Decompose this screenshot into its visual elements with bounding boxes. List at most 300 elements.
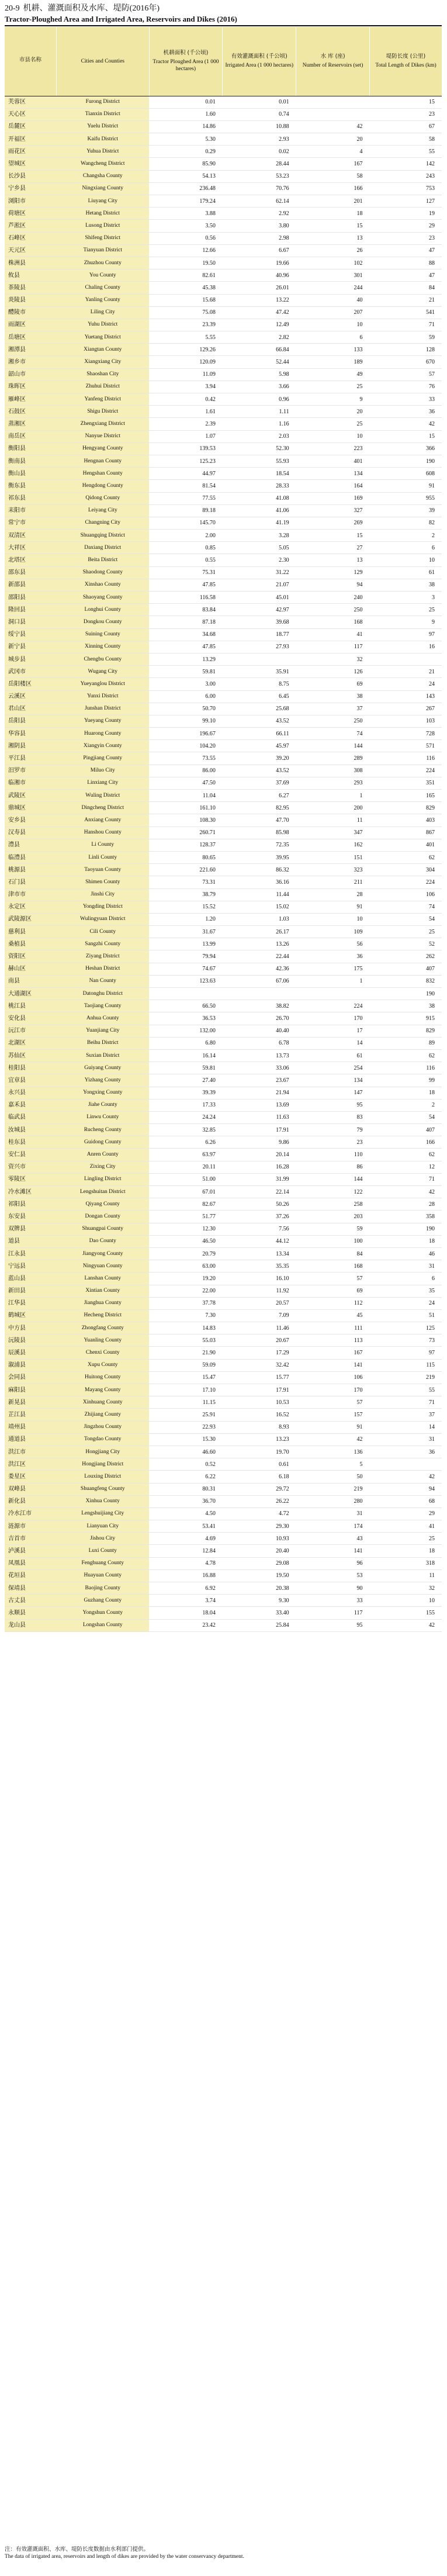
reservoirs-value: 126 xyxy=(296,666,370,678)
dikes-value: 9 xyxy=(369,616,442,628)
row-name-en: Li County xyxy=(57,839,149,851)
table-row xyxy=(5,1223,442,1235)
row-name-en: Jinshi City xyxy=(57,888,149,901)
row-name-cn: 炎陵县 xyxy=(5,294,57,306)
row-name-cn: 武陵区 xyxy=(5,790,57,802)
reservoirs-value: 15 xyxy=(296,530,370,542)
dikes-value: 358 xyxy=(369,1211,442,1223)
irrigated-value: 50.26 xyxy=(223,1198,296,1211)
row-name-en: Xinhua County xyxy=(57,1495,149,1507)
irrigated-value: 37.26 xyxy=(223,1211,296,1223)
row-name-cn: 北塔区 xyxy=(5,554,57,566)
reservoirs-value: 110 xyxy=(296,1149,370,1161)
dikes-value: 267 xyxy=(369,703,442,715)
reservoirs-value: 224 xyxy=(296,1000,370,1012)
dikes-value: 829 xyxy=(369,802,442,814)
row-name-en: Hongjiang District xyxy=(57,1458,149,1471)
row-name-en: Zhijiang County xyxy=(57,1409,149,1421)
dikes-value: 2 xyxy=(369,1099,442,1111)
irrigated-value: 33.06 xyxy=(223,1062,296,1074)
irrigated-value: 28.33 xyxy=(223,480,296,492)
tractor-ploughed-value: 14.83 xyxy=(149,1322,223,1334)
dikes-value: 608 xyxy=(369,468,442,480)
row-name-en: Cili County xyxy=(57,926,149,938)
dikes-value: 116 xyxy=(369,752,442,765)
irrigated-value: 47.42 xyxy=(223,306,296,319)
row-name-cn: 汉寿县 xyxy=(5,827,57,839)
tractor-ploughed-value: 36.70 xyxy=(149,1495,223,1507)
tractor-ploughed-value: 63.00 xyxy=(149,1260,223,1273)
tractor-ploughed-value: 59.81 xyxy=(149,1062,223,1074)
tractor-ploughed-value: 63.97 xyxy=(149,1149,223,1161)
tractor-ploughed-value: 236.48 xyxy=(149,182,223,195)
dikes-value: 32 xyxy=(369,1582,442,1595)
row-name-cn: 桃江县 xyxy=(5,1000,57,1012)
reservoirs-value: 157 xyxy=(296,1409,370,1421)
header-dikes: 堤防长度 (公里) Total Length of Dikes (km) xyxy=(369,27,442,96)
row-name-en: Ziyang District xyxy=(57,950,149,963)
table-row xyxy=(5,468,442,480)
dikes-value: 10 xyxy=(369,554,442,566)
dikes-value: 31 xyxy=(369,1260,442,1273)
irrigated-value: 7.09 xyxy=(223,1309,296,1322)
row-name-en: Xupu County xyxy=(57,1359,149,1371)
table-row xyxy=(5,592,442,604)
reservoirs-value: 254 xyxy=(296,1062,370,1074)
row-name-cn: 邵东县 xyxy=(5,566,57,579)
irrigated-value: 21.94 xyxy=(223,1087,296,1099)
dikes-value: 125 xyxy=(369,1322,442,1334)
reservoirs-value: 50 xyxy=(296,1471,370,1483)
tractor-ploughed-value: 39.39 xyxy=(149,1087,223,1099)
row-name-cn: 桂东县 xyxy=(5,1136,57,1149)
irrigated-value: 20.38 xyxy=(223,1582,296,1595)
row-name-en: Huayuan County xyxy=(57,1569,149,1582)
irrigated-value: 16.10 xyxy=(223,1273,296,1285)
dikes-value: 16 xyxy=(369,641,442,653)
tractor-ploughed-value: 79.94 xyxy=(149,950,223,963)
title-english: Tractor-Ploughed Area and Irrigated Area, Reservoirs and Dikes (2016) xyxy=(5,15,237,23)
tractor-ploughed-value: 47.85 xyxy=(149,641,223,653)
dikes-value: 15 xyxy=(369,96,442,108)
row-name-cn: 凤凰县 xyxy=(5,1557,57,1569)
row-name-cn: 古丈县 xyxy=(5,1595,57,1607)
irrigated-value: 1.03 xyxy=(223,913,296,925)
reservoirs-value: 117 xyxy=(296,641,370,653)
tractor-ploughed-value: 108.30 xyxy=(149,814,223,827)
row-name-en: Jianghua County xyxy=(57,1297,149,1309)
row-name-cn: 武陵源区 xyxy=(5,913,57,925)
table-row xyxy=(5,1433,442,1446)
row-name-cn: 南岳区 xyxy=(5,430,57,442)
tractor-ploughed-value: 125.23 xyxy=(149,455,223,467)
reservoirs-value: 269 xyxy=(296,517,370,529)
table-row xyxy=(5,158,442,170)
row-name-cn: 茶陵县 xyxy=(5,282,57,294)
dikes-value: 89 xyxy=(369,1037,442,1049)
reservoirs-value: 32 xyxy=(296,653,370,665)
table-row xyxy=(5,950,442,963)
dikes-value: 304 xyxy=(369,864,442,876)
row-name-en: Jishou City xyxy=(57,1533,149,1545)
row-name-en: Xinning County xyxy=(57,641,149,653)
dikes-value: 88 xyxy=(369,257,442,269)
tractor-ploughed-value: 3.50 xyxy=(149,220,223,232)
reservoirs-value: 74 xyxy=(296,728,370,740)
row-name-cn: 苏仙区 xyxy=(5,1049,57,1061)
irrigated-value: 26.17 xyxy=(223,926,296,938)
reservoirs-value: 15 xyxy=(296,220,370,232)
table-row xyxy=(5,344,442,356)
tractor-ploughed-value: 11.09 xyxy=(149,368,223,381)
reservoirs-value: 174 xyxy=(296,1520,370,1533)
row-name-cn: 长沙县 xyxy=(5,170,57,182)
row-name-en: Hengnan County xyxy=(57,455,149,467)
row-name-en: Luxi County xyxy=(57,1545,149,1557)
row-name-en: Lanshan County xyxy=(57,1273,149,1285)
row-name-cn: 大祥区 xyxy=(5,542,57,554)
row-name-cn: 湘乡市 xyxy=(5,356,57,368)
dikes-value: 39 xyxy=(369,504,442,517)
reservoirs-value: 144 xyxy=(296,1173,370,1185)
row-name-en: Hecheng District xyxy=(57,1309,149,1322)
dikes-value: 571 xyxy=(369,740,442,752)
table-row xyxy=(5,876,442,888)
irrigated-value: 40.96 xyxy=(223,269,296,282)
row-name-cn: 洪江市 xyxy=(5,1446,57,1458)
tractor-ploughed-value: 0.55 xyxy=(149,554,223,566)
reservoirs-value: 84 xyxy=(296,1247,370,1260)
table-row xyxy=(5,1359,442,1371)
row-name-cn: 安化县 xyxy=(5,1012,57,1025)
row-name-en: Datonghu District xyxy=(57,988,149,1000)
row-name-cn: 新宁县 xyxy=(5,641,57,653)
row-name-cn: 鹤城区 xyxy=(5,1309,57,1322)
reservoirs-value xyxy=(296,96,370,108)
tractor-ploughed-value: 13.99 xyxy=(149,938,223,950)
table-row xyxy=(5,170,442,182)
reservoirs-value: 162 xyxy=(296,839,370,851)
dikes-value: 59 xyxy=(369,331,442,344)
irrigated-value: 2.30 xyxy=(223,554,296,566)
row-name-cn: 慈利县 xyxy=(5,926,57,938)
tractor-ploughed-value: 75.31 xyxy=(149,566,223,579)
row-name-en: Zhuhui District xyxy=(57,381,149,393)
reservoirs-value: 293 xyxy=(296,777,370,789)
table-row xyxy=(5,504,442,517)
header-irrigated: 有效灌溉面积 (千公顷) Irrigated Area (1 000 hectares) xyxy=(223,27,296,96)
reservoirs-value: 13 xyxy=(296,232,370,244)
irrigated-value: 16.52 xyxy=(223,1409,296,1421)
row-name-en: Changning City xyxy=(57,517,149,529)
irrigated-value: 42.36 xyxy=(223,963,296,975)
table-row xyxy=(5,1557,442,1569)
reservoirs-value: 200 xyxy=(296,802,370,814)
row-name-en: Yanfeng District xyxy=(57,393,149,406)
table-header xyxy=(5,27,442,96)
reservoirs-value: 170 xyxy=(296,1012,370,1025)
dikes-value: 47 xyxy=(369,269,442,282)
dikes-value: 46 xyxy=(369,1247,442,1260)
row-name-en: Xinshao County xyxy=(57,579,149,591)
row-name-cn: 涟源市 xyxy=(5,1520,57,1533)
reservoirs-value: 308 xyxy=(296,765,370,777)
tractor-ploughed-value: 145.70 xyxy=(149,517,223,529)
row-name-cn: 蓝山县 xyxy=(5,1273,57,1285)
row-name-en: Dao County xyxy=(57,1235,149,1247)
row-name-cn: 绥宁县 xyxy=(5,628,57,641)
table-row xyxy=(5,1421,442,1433)
table-row xyxy=(5,1211,442,1223)
row-name-cn: 大通湖区 xyxy=(5,988,57,1000)
row-name-cn: 北湖区 xyxy=(5,1037,57,1049)
irrigated-value: 8.75 xyxy=(223,678,296,690)
irrigated-value: 6.78 xyxy=(223,1037,296,1049)
row-name-cn: 澧县 xyxy=(5,839,57,851)
row-name-cn: 南县 xyxy=(5,975,57,987)
row-name-cn: 保靖县 xyxy=(5,1582,57,1595)
dikes-value: 219 xyxy=(369,1371,442,1384)
dikes-value: 103 xyxy=(369,715,442,727)
table-row xyxy=(5,802,442,814)
reservoirs-value: 14 xyxy=(296,1037,370,1049)
reservoirs-value: 102 xyxy=(296,257,370,269)
tractor-ploughed-value: 2.39 xyxy=(149,418,223,430)
irrigated-value: 13.69 xyxy=(223,1099,296,1111)
dikes-value: 14 xyxy=(369,1421,442,1433)
dikes-value: 42 xyxy=(369,418,442,430)
row-name-en: Heshan District xyxy=(57,963,149,975)
table-row xyxy=(5,1000,442,1012)
reservoirs-value: 37 xyxy=(296,703,370,715)
irrigated-value: 11.63 xyxy=(223,1111,296,1123)
table-row xyxy=(5,1582,442,1595)
tractor-ploughed-value: 17.10 xyxy=(149,1384,223,1396)
table-row xyxy=(5,1371,442,1384)
row-name-cn: 雁峰区 xyxy=(5,393,57,406)
table-row xyxy=(5,604,442,616)
dikes-value: 106 xyxy=(369,888,442,901)
reservoirs-value: 141 xyxy=(296,1359,370,1371)
tractor-ploughed-value: 82.67 xyxy=(149,1198,223,1211)
tractor-ploughed-value: 85.90 xyxy=(149,158,223,170)
reservoirs-value: 91 xyxy=(296,1421,370,1433)
irrigated-value: 11.92 xyxy=(223,1285,296,1297)
reservoirs-value: 10 xyxy=(296,319,370,331)
irrigated-value: 6.45 xyxy=(223,690,296,703)
tractor-ploughed-value: 82.61 xyxy=(149,269,223,282)
dikes-value: 318 xyxy=(369,1557,442,1569)
tractor-ploughed-value: 24.24 xyxy=(149,1111,223,1123)
row-name-cn: 娄星区 xyxy=(5,1471,57,1483)
table-row xyxy=(5,1409,442,1421)
reservoirs-value: 41 xyxy=(296,628,370,641)
row-name-en: Chenxi County xyxy=(57,1347,149,1359)
tractor-ploughed-value: 22.00 xyxy=(149,1285,223,1297)
tractor-ploughed-value: 14.86 xyxy=(149,120,223,133)
row-name-en: Rucheng County xyxy=(57,1124,149,1136)
reservoirs-value: 167 xyxy=(296,158,370,170)
table-row xyxy=(5,1569,442,1582)
tractor-ploughed-value: 0.85 xyxy=(149,542,223,554)
row-name-cn: 株洲县 xyxy=(5,257,57,269)
irrigated-value: 29.72 xyxy=(223,1483,296,1495)
irrigated-value: 3.80 xyxy=(223,220,296,232)
row-name-en: Tianxin District xyxy=(57,108,149,120)
dikes-value: 19 xyxy=(369,208,442,220)
tractor-ploughed-value xyxy=(149,988,223,1000)
table-row xyxy=(5,442,442,455)
row-name-en: Anren County xyxy=(57,1149,149,1161)
row-name-en: Lengshuitan District xyxy=(57,1186,149,1198)
dikes-value: 262 xyxy=(369,950,442,963)
dikes-value: 915 xyxy=(369,1012,442,1025)
row-name-cn: 临澧县 xyxy=(5,851,57,863)
table-row xyxy=(5,1495,442,1507)
reservoirs-value: 129 xyxy=(296,566,370,579)
row-name-en: Kaifu District xyxy=(57,133,149,146)
reservoirs-value: 26 xyxy=(296,244,370,257)
dikes-value: 33 xyxy=(369,393,442,406)
dikes-value: 407 xyxy=(369,963,442,975)
table-row xyxy=(5,1173,442,1185)
dikes-value: 97 xyxy=(369,628,442,641)
reservoirs-value: 170 xyxy=(296,1384,370,1396)
reservoirs-value: 347 xyxy=(296,827,370,839)
row-name-cn: 攸县 xyxy=(5,269,57,282)
dikes-value: 42 xyxy=(369,1186,442,1198)
irrigated-value: 19.66 xyxy=(223,257,296,269)
table-row xyxy=(5,1285,442,1297)
row-name-en: Chengbu County xyxy=(57,653,149,665)
row-name-en: Jiahe County xyxy=(57,1099,149,1111)
dikes-value: 97 xyxy=(369,1347,442,1359)
row-name-en: Taoyuan County xyxy=(57,864,149,876)
irrigated-value: 29.08 xyxy=(223,1557,296,1569)
table-row xyxy=(5,653,442,665)
row-name-cn: 天元区 xyxy=(5,244,57,257)
table-row xyxy=(5,1322,442,1334)
irrigated-value: 17.91 xyxy=(223,1124,296,1136)
row-name-cn: 赫山区 xyxy=(5,963,57,975)
reservoirs-value: 69 xyxy=(296,678,370,690)
reservoirs-value: 18 xyxy=(296,208,370,220)
reservoirs-value: 61 xyxy=(296,1049,370,1061)
row-name-en: Huitong County xyxy=(57,1371,149,1384)
row-name-cn: 湘潭县 xyxy=(5,344,57,356)
reservoirs-value: 95 xyxy=(296,1099,370,1111)
table-row xyxy=(5,1247,442,1260)
row-name-en: You County xyxy=(57,269,149,282)
dikes-value: 25 xyxy=(369,1533,442,1545)
reservoirs-value: 69 xyxy=(296,1285,370,1297)
dikes-value: 24 xyxy=(369,1297,442,1309)
dikes-value: 351 xyxy=(369,777,442,789)
dikes-value: 36 xyxy=(369,406,442,418)
row-name-en: Shaoyang County xyxy=(57,592,149,604)
reservoirs-value: 56 xyxy=(296,938,370,950)
irrigated-value: 25.84 xyxy=(223,1619,296,1631)
row-name-en: Longhui County xyxy=(57,604,149,616)
irrigated-value: 18.54 xyxy=(223,468,296,480)
irrigated-value: 2.03 xyxy=(223,430,296,442)
row-name-cn: 安乡县 xyxy=(5,814,57,827)
dikes-value: 143 xyxy=(369,690,442,703)
table-row xyxy=(5,244,442,257)
reservoirs-value: 91 xyxy=(296,901,370,913)
row-name-en: Jingzhou County xyxy=(57,1421,149,1433)
row-name-en: Anhua County xyxy=(57,1012,149,1025)
header-reservoirs: 水 库 (座) Number of Reservoirs (set) xyxy=(296,27,370,96)
dikes-value: 84 xyxy=(369,282,442,294)
tractor-ploughed-value: 89.18 xyxy=(149,504,223,517)
irrigated-value: 45.01 xyxy=(223,592,296,604)
table-row xyxy=(5,418,442,430)
dikes-value: 73 xyxy=(369,1334,442,1347)
tractor-ploughed-value: 1.61 xyxy=(149,406,223,418)
row-name-en: Yanling County xyxy=(57,294,149,306)
dikes-value: 99 xyxy=(369,1074,442,1087)
dikes-value: 55 xyxy=(369,1384,442,1396)
irrigated-value: 29.30 xyxy=(223,1520,296,1533)
table-row xyxy=(5,430,442,442)
row-name-cn: 东安县 xyxy=(5,1211,57,1223)
row-name-en: Yueyanglou District xyxy=(57,678,149,690)
reservoirs-value: 250 xyxy=(296,715,370,727)
reservoirs-value: 49 xyxy=(296,368,370,381)
irrigated-value: 2.98 xyxy=(223,232,296,244)
dikes-value: 867 xyxy=(369,827,442,839)
table-row xyxy=(5,1124,442,1136)
table-row xyxy=(5,1273,442,1285)
irrigated-value xyxy=(223,653,296,665)
row-name-cn: 华容县 xyxy=(5,728,57,740)
row-name-en: Wugang City xyxy=(57,666,149,678)
irrigated-value: 15.02 xyxy=(223,901,296,913)
row-name-cn: 平江县 xyxy=(5,752,57,765)
tractor-ploughed-value: 31.67 xyxy=(149,926,223,938)
reservoirs-value: 43 xyxy=(296,1533,370,1545)
row-name-en: Qiyang County xyxy=(57,1198,149,1211)
row-name-cn: 云溪区 xyxy=(5,690,57,703)
dikes-value: 12 xyxy=(369,1161,442,1173)
dikes-value: 42 xyxy=(369,1619,442,1631)
table-row xyxy=(5,282,442,294)
table-row xyxy=(5,517,442,529)
tractor-ploughed-value: 0.42 xyxy=(149,393,223,406)
title-cn xyxy=(5,4,443,14)
tractor-ploughed-value: 11.04 xyxy=(149,790,223,802)
reservoirs-value: 141 xyxy=(296,1545,370,1557)
tractor-ploughed-value: 6.80 xyxy=(149,1037,223,1049)
irrigated-value: 55.93 xyxy=(223,455,296,467)
row-name-en: Baojing County xyxy=(57,1582,149,1595)
row-name-en: Lianyuan City xyxy=(57,1520,149,1533)
row-name-en: Mayang County xyxy=(57,1384,149,1396)
row-name-cn: 洞口县 xyxy=(5,616,57,628)
row-name-en: Yunxi District xyxy=(57,690,149,703)
table-row xyxy=(5,1049,442,1061)
irrigated-value: 5.98 xyxy=(223,368,296,381)
irrigated-value: 27.93 xyxy=(223,641,296,653)
row-name-en: Longshan County xyxy=(57,1619,149,1631)
row-name-en: Yuhua District xyxy=(57,146,149,158)
row-name-cn: 隆回县 xyxy=(5,604,57,616)
irrigated-value: 11.46 xyxy=(223,1322,296,1334)
reservoirs-value: 113 xyxy=(296,1334,370,1347)
table-row xyxy=(5,195,442,208)
irrigated-value: 44.12 xyxy=(223,1235,296,1247)
